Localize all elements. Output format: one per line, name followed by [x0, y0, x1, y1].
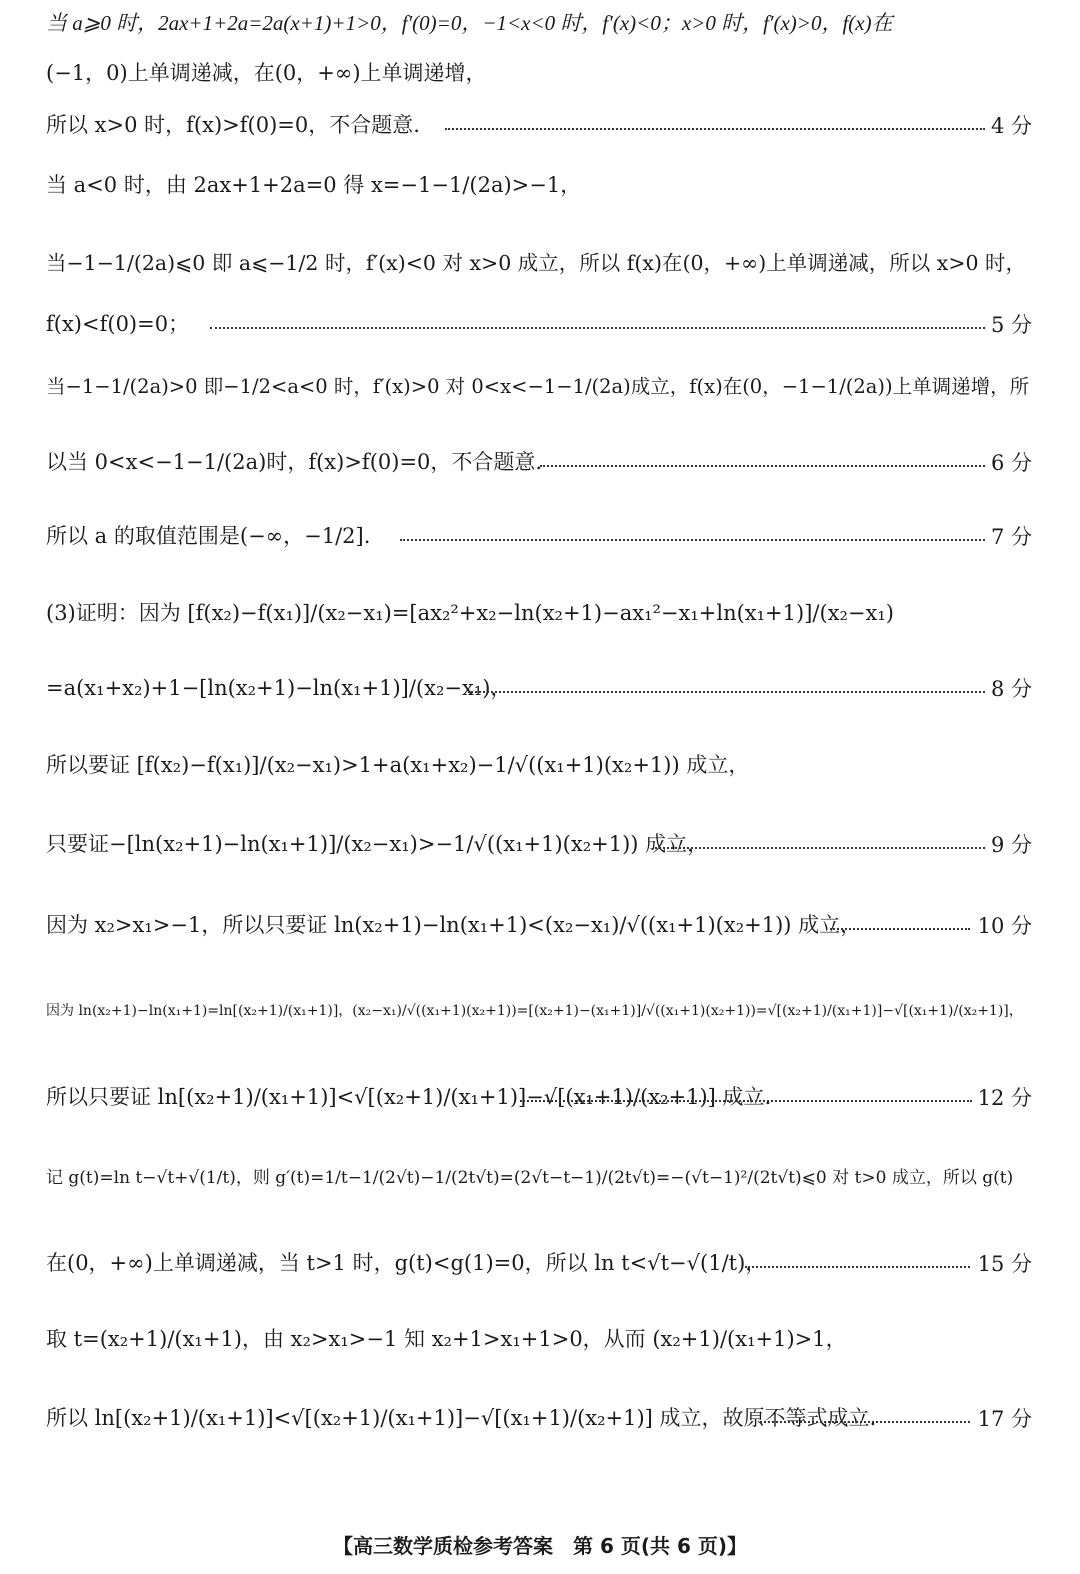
dot-leader — [400, 537, 985, 541]
line-text: 所以 a 的取值范围是(−∞，−1/2]. — [46, 524, 371, 548]
dot-leader — [540, 463, 985, 467]
line-text: f(x)<f(0)=0； — [46, 312, 190, 336]
answer-line — [46, 372, 1036, 402]
dot-leader — [210, 325, 985, 329]
answer-line — [46, 58, 1036, 88]
line-text: 在(0，+∞)上单调递减，当 t>1 时，g(t)<g(1)=0，所以 ln t<√t−√(1/t)， — [46, 1251, 767, 1275]
answer-line — [46, 170, 1036, 200]
dot-leader — [830, 926, 970, 930]
score-label: 4 分 — [990, 114, 1032, 138]
dot-leader — [445, 126, 985, 130]
answer-line — [46, 673, 1036, 703]
score-label: 7 分 — [990, 525, 1032, 549]
answer-line — [46, 829, 1036, 859]
line-text: 取 t=(x₂+1)/(x₁+1)，由 x₂>x₁>−1 知 x₂+1>x₁+1>0，从而 (x₂+1)/(x₁+1)>1， — [46, 1327, 847, 1351]
answer-line — [46, 309, 1036, 339]
answer-line — [46, 1082, 1036, 1112]
score-label: 10 分 — [977, 914, 1032, 938]
line-text: 当−1−1/(2a)⩽0 即 a⩽−1/2 时，f′(x)<0 对 x>0 成立，所以 f(x)在(0，+∞)上单调递减，所以 x>0 时， — [46, 251, 1027, 275]
answer-line — [46, 1403, 1036, 1433]
page-footer: 【高三数学质检参考答案 第 6 页(共 6 页)】 — [333, 1534, 747, 1558]
dot-leader — [520, 1098, 972, 1102]
score-label: 15 分 — [977, 1252, 1032, 1276]
score-label: 12 分 — [977, 1086, 1032, 1110]
line-text: 所以 ln[(x₂+1)/(x₁+1)]<√[(x₂+1)/(x₁+1)]−√[(x₁+1)/(x₂+1)] 成立，故原不等式成立. — [46, 1406, 877, 1430]
line-text: 因为 ln(x₂+1)−ln(x₁+1)=ln[(x₂+1)/(x₁+1)]，(x₂−x₁)/√((x₁+1)(x₂+1))=[(x₂+1)−(x₁+1)]/√((x₁+1)(x₂+1))=√[(x₂+1)/(x₁+1)]−√[(x₁+1)/(x₂+1)]， — [46, 1003, 1023, 1019]
line-text: 所以要证 [f(x₂)−f(x₁)]/(x₂−x₁)>1+a(x₁+x₂)−1/√((x₁+1)(x₂+1)) 成立， — [46, 753, 750, 777]
line-text: (−1，0)上单调递减，在(0，+∞)上单调递增， — [46, 61, 487, 85]
line-text: 当 a⩾0 时，2ax+1+2a=2a(x+1)+1>0，f′(0)=0，−1<x<0 时，f′(x)<0；x>0 时，f′(x)>0，f(x)在 — [46, 11, 893, 35]
answer-line — [46, 521, 1036, 551]
score-label: 17 分 — [977, 1407, 1032, 1431]
answer-line — [46, 8, 1036, 38]
answer-line — [46, 910, 1036, 940]
answer-line — [46, 447, 1036, 477]
answer-line — [46, 996, 1036, 1026]
line-text: 所以 x>0 时，f(x)>f(0)=0，不合题意. — [46, 113, 420, 137]
dot-leader — [760, 1419, 970, 1423]
answer-line — [46, 1248, 1036, 1278]
score-label: 8 分 — [990, 677, 1032, 701]
line-text: 当 a<0 时，由 2ax+1+2a=0 得 x=−1−1/(2a)>−1， — [46, 173, 582, 197]
answer-line — [46, 110, 1036, 140]
answer-line — [46, 1324, 1036, 1354]
answer-line — [46, 598, 1036, 628]
answer-line — [46, 248, 1036, 278]
line-text: 记 g(t)=ln t−√t+√(1/t)，则 g′(t)=1/t−1/(2√t)−1/(2t√t)=(2√t−t−1)/(2t√t)=−(√t−1)²/(2t√t)⩽0 对 t>0 成立，所以 g(t) — [46, 1168, 1014, 1188]
answer-line — [46, 750, 1036, 780]
line-text: 以当 0<x<−1−1/(2a)时，f(x)>f(0)=0，不合题意. — [46, 450, 543, 474]
line-text: 因为 x₂>x₁>−1，所以只要证 ln(x₂+1)−ln(x₁+1)<(x₂−x₁)/√((x₁+1)(x₂+1)) 成立， — [46, 913, 862, 937]
score-label: 6 分 — [990, 451, 1032, 475]
dot-leader — [655, 845, 985, 849]
answer-line — [46, 1163, 1036, 1193]
line-text: (3)证明：因为 [f(x₂)−f(x₁)]/(x₂−x₁)=[ax₂²+x₂−ln(x₂+1)−ax₁²−x₁+ln(x₁+1)]/(x₂−x₁) — [46, 601, 894, 625]
score-label: 9 分 — [990, 833, 1032, 857]
dot-leader — [745, 1264, 970, 1268]
score-label: 5 分 — [990, 313, 1032, 337]
line-text: 当−1−1/(2a)>0 即−1/2<a<0 时，f′(x)>0 对 0<x<−1−1/(2a)成立，f(x)在(0，−1−1/(2a))上单调递增，所 — [46, 375, 1030, 398]
line-text: =a(x₁+x₂)+1−[ln(x₂+1)−ln(x₁+1)]/(x₂−x₁)， — [46, 676, 512, 700]
line-text: 只要证−[ln(x₂+1)−ln(x₁+1)]/(x₂−x₁)>−1/√((x₁+1)(x₂+1)) 成立， — [46, 832, 709, 856]
dot-leader — [468, 689, 985, 693]
line-text: 所以只要证 ln[(x₂+1)/(x₁+1)]<√[(x₂+1)/(x₁+1)]−√[(x₁+1)/(x₂+1)] 成立. — [46, 1085, 772, 1109]
